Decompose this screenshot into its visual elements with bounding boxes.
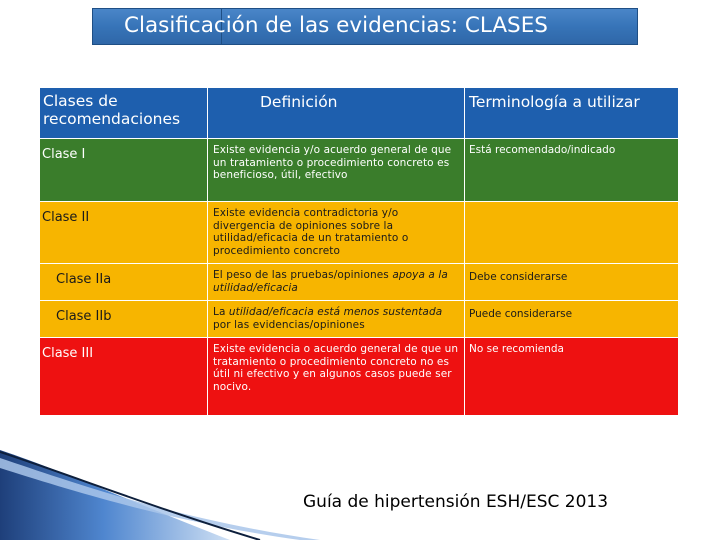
header-terminologia: Terminología a utilizar [465,88,679,139]
class-terminology: Puede considerarse [465,301,679,338]
table-row [40,264,679,301]
definition-text-end: por las evidencias/opiniones [213,318,365,331]
class-name: Clase IIb [40,301,208,338]
slide-title: Clasificación de las evidencias: CLASES [124,13,548,38]
class-terminology: No se recomienda [465,338,679,416]
definition-emphasis: utilidad/eficacia está menos sustentada [228,306,443,318]
definition-text: La [213,306,229,318]
class-definition [208,264,465,301]
class-definition [208,301,465,338]
table-row [40,139,679,202]
decorative-corner-swoosh [0,450,330,540]
header-clases: Clases de recomendaciones [40,88,208,139]
footer-source: Guía de hipertensión ESH/ESC 2013 [303,492,609,512]
definition-text: El peso de las pruebas/opiniones [213,269,393,281]
classes-table [39,87,679,416]
class-name: Clase I [40,139,208,202]
class-definition: Existe evidencia contradictoria y/o divergencia de opiniones sobre la utilidad/eficacia de un tratamiento o procedimiento concreto [208,202,465,264]
class-terminology [465,202,679,264]
class-definition: Existe evidencia o acuerdo general de que un tratamiento o procedimiento concreto no es útil ni efectivo y en algunos casos puede ser nocivo. [208,338,465,416]
header-definicion: Definición [208,88,465,139]
table-row [40,301,679,338]
table-row [40,202,679,264]
class-terminology: Debe considerarse [465,264,679,301]
table-row [40,338,679,416]
class-terminology: Está recomendado/indicado [465,139,679,202]
definition-emphasis: apoya a la utilidad/eficacia [213,269,448,294]
class-name: Clase II [40,202,208,264]
class-name: Clase III [40,338,208,416]
class-name: Clase IIa [40,264,208,301]
class-definition: Existe evidencia y/o acuerdo general de que un tratamiento o procedimiento concreto es beneficioso, útil, efectivo [208,139,465,202]
table-header-row [40,88,679,139]
